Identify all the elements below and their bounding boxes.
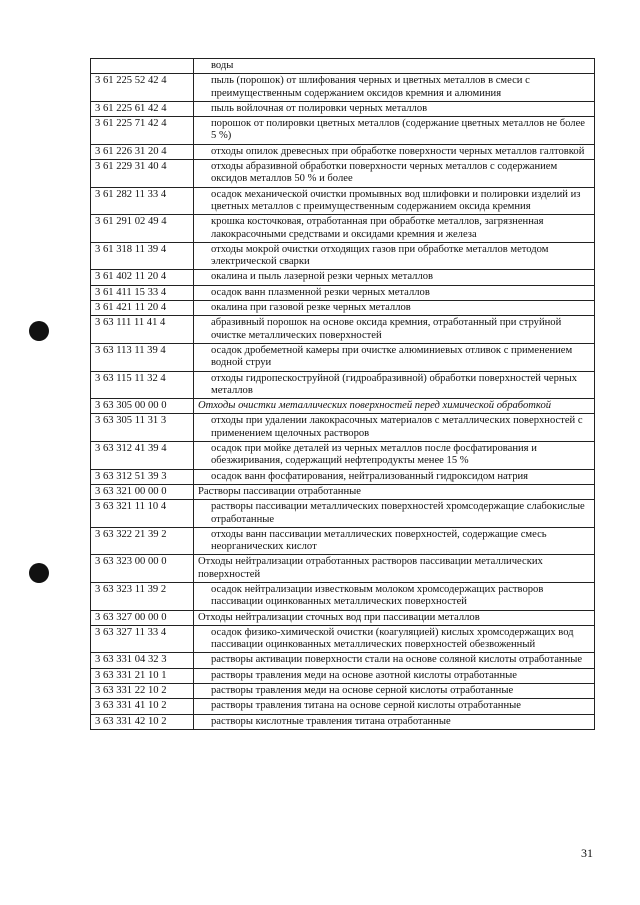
waste-code-cell: 3 63 312 41 39 4 xyxy=(91,442,194,470)
table-row xyxy=(91,74,595,102)
table-row xyxy=(91,316,595,344)
waste-code-cell: 3 63 115 11 32 4 xyxy=(91,371,194,399)
waste-description-cell: отходы абразивной обработки поверхности черных металлов с содержанием оксидов металлов 50 % и более xyxy=(194,160,595,188)
table-row xyxy=(91,215,595,243)
waste-code-cell: 3 61 402 11 20 4 xyxy=(91,270,194,285)
waste-description-cell: Отходы нейтрализации отработанных растворов пассивации металлических поверхностей xyxy=(194,555,595,583)
table-row xyxy=(91,469,595,484)
table-row xyxy=(91,625,595,653)
waste-code-cell: 3 63 331 21 10 1 xyxy=(91,668,194,683)
table-row xyxy=(91,653,595,668)
waste-code-cell: 3 63 331 42 10 2 xyxy=(91,714,194,729)
table-row xyxy=(91,160,595,188)
waste-description-cell: осадок механической очистки промывных вод шлифовки и полировки изделий из цветных металлов с преимущественным содержанием оксида кремния xyxy=(194,187,595,215)
waste-classification-table xyxy=(90,58,595,730)
punch-hole xyxy=(29,563,49,583)
waste-description-cell: пыль войлочная от полировки черных металлов xyxy=(194,101,595,116)
waste-description-cell: осадок ванн фосфатирования, нейтрализованный гидроксидом натрия xyxy=(194,469,595,484)
waste-description-cell: осадок дробеметной камеры при очистке алюминиевых отливок с применением водной струи xyxy=(194,343,595,371)
waste-description-cell: растворы пассивации металлических поверхностей хромсодержащие слабокислые отработанные xyxy=(194,500,595,528)
waste-description-cell: окалина при газовой резке черных металлов xyxy=(194,301,595,316)
waste-description-cell: осадок при мойке деталей из черных металлов после фосфатирования и обезжиривания, содержащий нефтепродукты менее 15 % xyxy=(194,442,595,470)
waste-description-cell: растворы травления меди на основе серной кислоты отработанные xyxy=(194,684,595,699)
waste-description-cell: Отходы очистки металлических поверхностей перед химической обработкой xyxy=(194,399,595,414)
table-row xyxy=(91,117,595,145)
table-row xyxy=(91,527,595,555)
waste-code-cell: 3 63 331 41 10 2 xyxy=(91,699,194,714)
table-row xyxy=(91,610,595,625)
waste-code-cell: 3 61 225 71 42 4 xyxy=(91,117,194,145)
punch-hole xyxy=(29,321,49,341)
waste-description-cell: отходы опилок древесных при обработке поверхности черных металлов галтовкой xyxy=(194,144,595,159)
table-row xyxy=(91,414,595,442)
waste-code-cell: 3 61 282 11 33 4 xyxy=(91,187,194,215)
table-row xyxy=(91,714,595,729)
table-row xyxy=(91,555,595,583)
table-row xyxy=(91,371,595,399)
waste-code-cell: 3 63 323 11 39 2 xyxy=(91,582,194,610)
table-row xyxy=(91,582,595,610)
waste-code-cell: 3 63 331 22 10 2 xyxy=(91,684,194,699)
waste-description-cell: осадок ванн плазменной резки черных металлов xyxy=(194,285,595,300)
waste-code-cell: 3 63 305 11 31 3 xyxy=(91,414,194,442)
waste-code-cell: 3 61 225 61 42 4 xyxy=(91,101,194,116)
table-row xyxy=(91,668,595,683)
page-number: 31 xyxy=(581,846,593,860)
waste-code-cell: 3 63 321 00 00 0 xyxy=(91,484,194,499)
waste-code-cell: 3 63 322 21 39 2 xyxy=(91,527,194,555)
waste-code-cell: 3 61 226 31 20 4 xyxy=(91,144,194,159)
waste-code-cell: 3 63 331 04 32 3 xyxy=(91,653,194,668)
waste-description-cell: Растворы пассивации отработанные xyxy=(194,484,595,499)
waste-code-cell xyxy=(91,59,194,74)
waste-code-cell: 3 61 411 15 33 4 xyxy=(91,285,194,300)
waste-code-cell: 3 63 312 51 39 3 xyxy=(91,469,194,484)
waste-code-cell: 3 63 327 00 00 0 xyxy=(91,610,194,625)
table-row xyxy=(91,699,595,714)
waste-description-cell: растворы кислотные травления титана отработанные xyxy=(194,714,595,729)
waste-description-cell: окалина и пыль лазерной резки черных металлов xyxy=(194,270,595,285)
table-row xyxy=(91,270,595,285)
waste-code-cell: 3 61 318 11 39 4 xyxy=(91,242,194,270)
waste-code-cell: 3 63 327 11 33 4 xyxy=(91,625,194,653)
table-row xyxy=(91,442,595,470)
waste-code-cell: 3 63 305 00 00 0 xyxy=(91,399,194,414)
waste-description-cell: осадок нейтрализации известковым молоком хромсодержащих растворов пассивации оцинкованных металлических поверхностей xyxy=(194,582,595,610)
waste-code-cell: 3 63 321 11 10 4 xyxy=(91,500,194,528)
table-row xyxy=(91,484,595,499)
table-row xyxy=(91,684,595,699)
waste-description-cell: Отходы нейтрализации сточных вод при пассивации металлов xyxy=(194,610,595,625)
waste-description-cell: растворы травления меди на основе азотной кислоты отработанные xyxy=(194,668,595,683)
table-row xyxy=(91,399,595,414)
waste-description-cell: крошка косточковая, отработанная при обработке металлов, загрязненная лакокрасочными средствами и оксидами кремния и железа xyxy=(194,215,595,243)
waste-description-cell: пыль (порошок) от шлифования черных и цветных металлов в смеси с преимущественным содержанием оксидов кремния и алюминия xyxy=(194,74,595,102)
waste-code-cell: 3 61 421 11 20 4 xyxy=(91,301,194,316)
table-row xyxy=(91,301,595,316)
waste-description-cell: отходы мокрой очистки отходящих газов при обработке металлов методом электрической сварки xyxy=(194,242,595,270)
table-row xyxy=(91,101,595,116)
waste-code-cell: 3 61 229 31 40 4 xyxy=(91,160,194,188)
table-row xyxy=(91,187,595,215)
waste-description-cell: абразивный порошок на основе оксида кремния, отработанный при струйной очистке металлических поверхностей xyxy=(194,316,595,344)
table-row xyxy=(91,144,595,159)
table-row xyxy=(91,343,595,371)
waste-description-cell: растворы активации поверхности стали на основе соляной кислоты отработанные xyxy=(194,653,595,668)
waste-description-cell: порошок от полировки цветных металлов (содержание цветных металлов не более 5 %) xyxy=(194,117,595,145)
waste-code-cell: 3 61 291 02 49 4 xyxy=(91,215,194,243)
waste-description-cell: отходы при удалении лакокрасочных материалов с металлических поверхностей с применением щелочных растворов xyxy=(194,414,595,442)
waste-code-cell: 3 63 111 11 41 4 xyxy=(91,316,194,344)
waste-description-cell: отходы гидропескоструйной (гидроабразивной) обработки поверхностей черных металлов xyxy=(194,371,595,399)
table-row xyxy=(91,500,595,528)
waste-description-cell: воды xyxy=(194,59,595,74)
table-row xyxy=(91,59,595,74)
waste-description-cell: растворы травления титана на основе серной кислоты отработанные xyxy=(194,699,595,714)
table-row xyxy=(91,285,595,300)
waste-code-cell: 3 63 323 00 00 0 xyxy=(91,555,194,583)
table-row xyxy=(91,242,595,270)
waste-code-cell: 3 63 113 11 39 4 xyxy=(91,343,194,371)
waste-code-cell: 3 61 225 52 42 4 xyxy=(91,74,194,102)
waste-description-cell: отходы ванн пассивации металлических поверхностей, содержащие смесь неорганических кислот xyxy=(194,527,595,555)
table-body xyxy=(91,59,595,730)
waste-description-cell: осадок физико-химической очистки (коагуляцией) кислых хромсодержащих вод пассивации оцинкованных металлических поверхностей обезвоженный xyxy=(194,625,595,653)
